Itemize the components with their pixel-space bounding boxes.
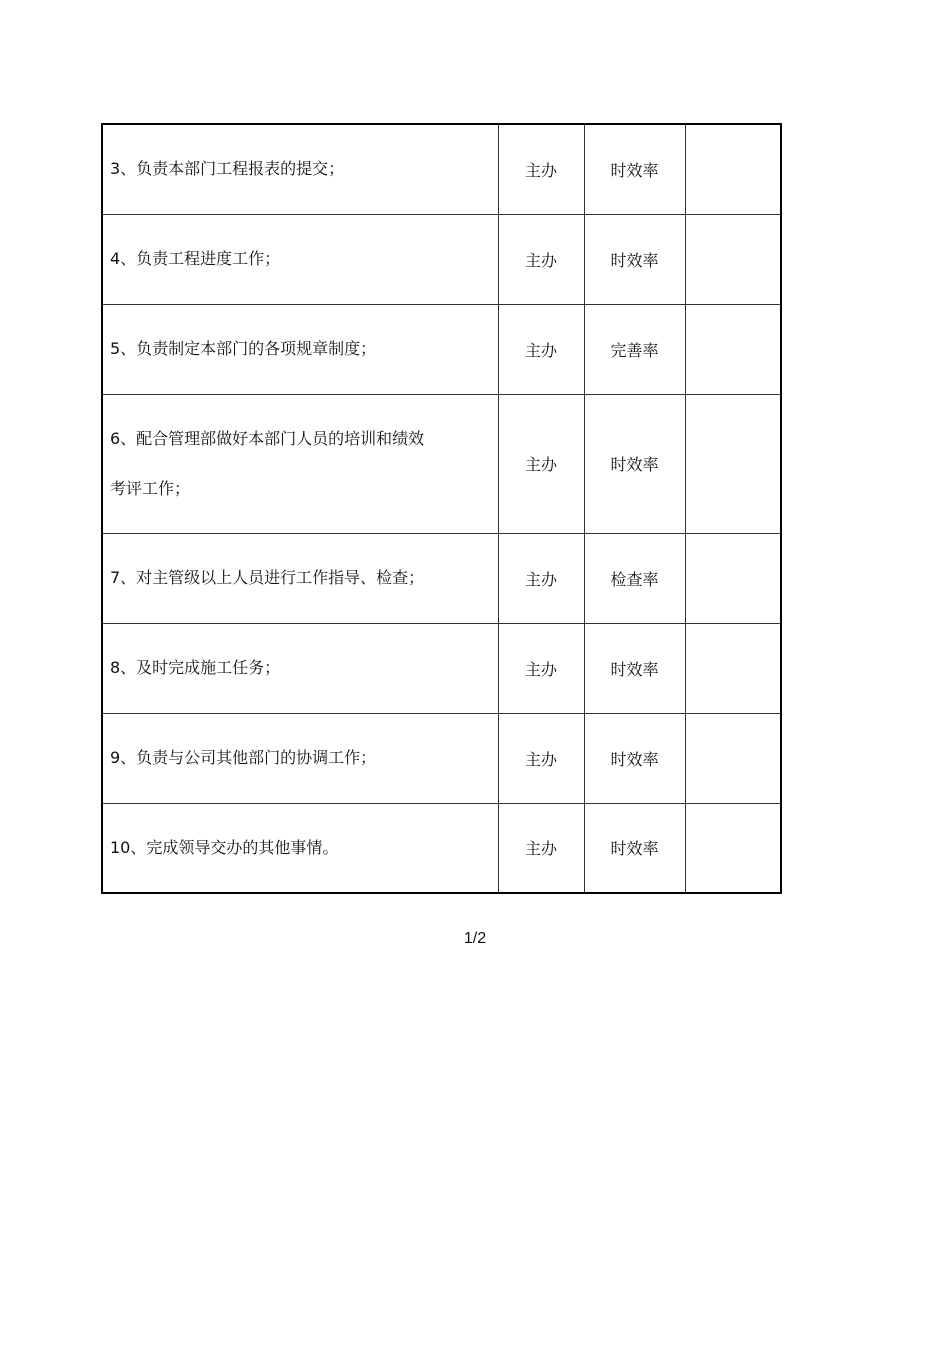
duty-note — [685, 214, 781, 304]
duty-description: 7、对主管级以上人员进行工作指导、检查； — [102, 533, 498, 623]
duty-metric: 完善率 — [584, 304, 685, 394]
duty-metric: 时效率 — [584, 623, 685, 713]
duty-description-line: 考评工作； — [110, 478, 191, 498]
duty-role: 主办 — [498, 803, 584, 893]
duty-description: 10、完成领导交办的其他事情。 — [102, 803, 498, 893]
duty-description: 9、负责与公司其他部门的协调工作； — [102, 713, 498, 803]
table-row — [102, 533, 781, 623]
duty-metric: 时效率 — [584, 214, 685, 304]
duty-description: 3、负责本部门工程报表的提交； — [102, 124, 498, 214]
table-row — [102, 394, 781, 533]
duty-note — [685, 713, 781, 803]
table-row — [102, 803, 781, 893]
duty-metric: 检查率 — [584, 533, 685, 623]
table-row — [102, 124, 781, 214]
duty-metric: 时效率 — [584, 803, 685, 893]
duty-description — [102, 394, 498, 533]
table-row — [102, 214, 781, 304]
duty-note — [685, 304, 781, 394]
duty-note — [685, 803, 781, 893]
duty-note — [685, 394, 781, 533]
duty-metric: 时效率 — [584, 713, 685, 803]
duty-description: 4、负责工程进度工作； — [102, 214, 498, 304]
duty-metric: 时效率 — [584, 124, 685, 214]
duty-role: 主办 — [498, 533, 584, 623]
duty-role: 主办 — [498, 713, 584, 803]
table-row — [102, 623, 781, 713]
duty-role: 主办 — [498, 124, 584, 214]
duty-description-line: 6、配合管理部做好本部门人员的培训和绩效 — [110, 428, 425, 448]
table-row — [102, 304, 781, 394]
duty-note — [685, 533, 781, 623]
duty-description: 5、负责制定本部门的各项规章制度； — [102, 304, 498, 394]
duty-description: 8、及时完成施工任务； — [102, 623, 498, 713]
duty-metric: 时效率 — [584, 394, 685, 533]
duty-role: 主办 — [498, 214, 584, 304]
duty-note — [685, 623, 781, 713]
duty-table — [101, 123, 782, 894]
duty-role: 主办 — [498, 394, 584, 533]
table-row — [102, 713, 781, 803]
duty-role: 主办 — [498, 304, 584, 394]
duty-role: 主办 — [498, 623, 584, 713]
page-number: 1/2 — [463, 930, 487, 947]
duty-note — [685, 124, 781, 214]
